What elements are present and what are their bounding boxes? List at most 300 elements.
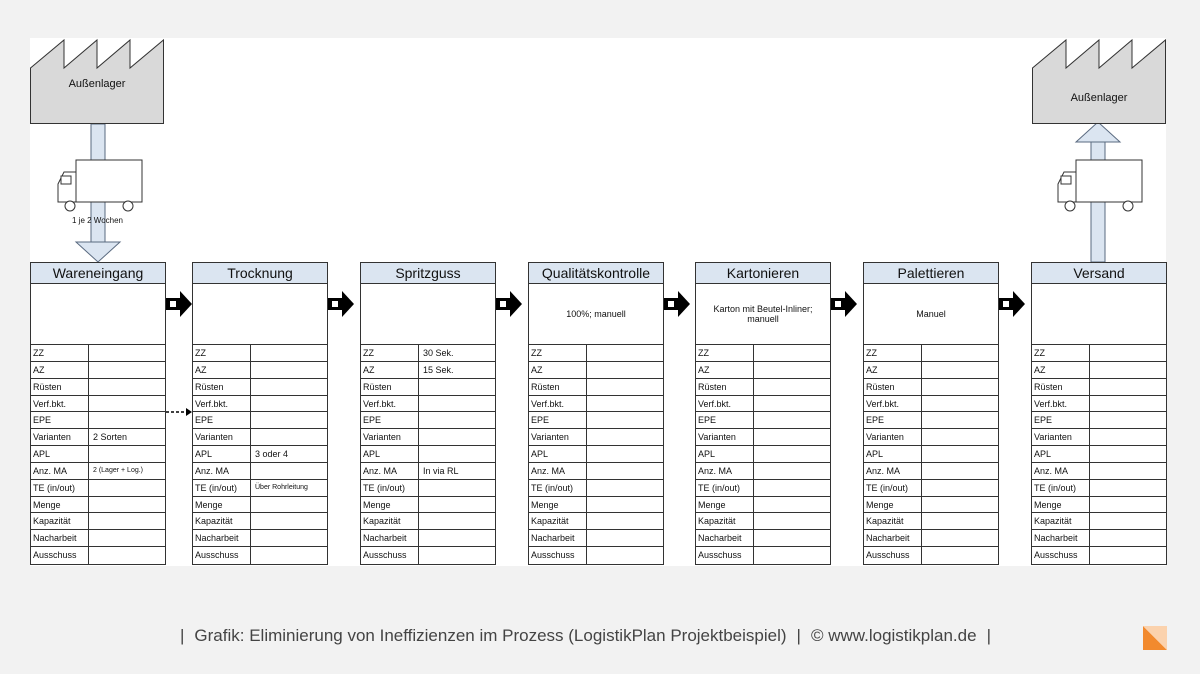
row-key: TE (in/out) (529, 480, 587, 496)
row-key: EPE (696, 412, 754, 428)
row-value (419, 513, 495, 529)
process-data-row (864, 513, 998, 530)
row-key: APL (31, 446, 89, 462)
process-data-row (696, 379, 830, 396)
row-value (419, 429, 495, 445)
row-key: Kapazität (361, 513, 419, 529)
process-box (863, 262, 999, 565)
row-key: Nacharbeit (361, 530, 419, 546)
row-key: AZ (529, 362, 587, 378)
row-value (419, 396, 495, 412)
row-value (1090, 379, 1166, 395)
row-value (587, 497, 663, 513)
row-value (1090, 429, 1166, 445)
row-key: ZZ (696, 345, 754, 361)
row-value (754, 480, 830, 496)
right-warehouse (1032, 38, 1166, 124)
row-value (587, 446, 663, 462)
process-data-row (193, 480, 327, 497)
process-data-row (361, 379, 495, 396)
row-key: Verf.bkt. (31, 396, 89, 412)
row-key: APL (193, 446, 251, 462)
process-data-row (696, 480, 830, 497)
process-data-row (361, 480, 495, 497)
row-value (1090, 412, 1166, 428)
row-value (251, 396, 327, 412)
row-value (922, 345, 998, 361)
process-data-row (31, 412, 165, 429)
process-data-row (361, 362, 495, 379)
process-data-row (864, 345, 998, 362)
process-data-row (529, 497, 663, 514)
row-value (89, 446, 165, 462)
process-box (695, 262, 831, 565)
process-data-row (1032, 513, 1166, 530)
row-value (587, 530, 663, 546)
row-value (754, 530, 830, 546)
row-value (587, 379, 663, 395)
row-key: TE (in/out) (696, 480, 754, 496)
process-data-row (31, 547, 165, 564)
process-data-row (1032, 362, 1166, 379)
row-key: Nacharbeit (529, 530, 587, 546)
row-value (754, 547, 830, 564)
row-value (251, 345, 327, 361)
row-value (1090, 446, 1166, 462)
row-key: Ausschuss (529, 547, 587, 564)
row-value (89, 362, 165, 378)
logistikplan-logo-icon (1143, 626, 1167, 650)
process-data-row (361, 497, 495, 514)
process-note (1032, 284, 1166, 345)
row-key: Nacharbeit (864, 530, 922, 546)
row-key: Nacharbeit (31, 530, 89, 546)
row-key: Ausschuss (864, 547, 922, 564)
row-key: APL (361, 446, 419, 462)
row-value (419, 547, 495, 564)
factory-icon (1032, 38, 1166, 124)
row-key: APL (696, 446, 754, 462)
process-data-row (31, 530, 165, 547)
process-data-row (696, 412, 830, 429)
inbound-frequency-label: 1 je 2 Wochen (72, 216, 123, 225)
row-value (754, 412, 830, 428)
footer-separator: | (796, 626, 801, 645)
row-value (1090, 530, 1166, 546)
row-key: EPE (1032, 412, 1090, 428)
row-value (251, 513, 327, 529)
row-value (251, 463, 327, 479)
process-data-row (1032, 446, 1166, 463)
process-data-row (864, 379, 998, 396)
row-key: APL (529, 446, 587, 462)
process-data-row (529, 362, 663, 379)
row-value (922, 547, 998, 564)
row-key: Ausschuss (361, 547, 419, 564)
process-data-row (864, 547, 998, 564)
row-key: Nacharbeit (696, 530, 754, 546)
row-key: ZZ (864, 345, 922, 361)
row-key: Kapazität (31, 513, 89, 529)
row-value (89, 379, 165, 395)
row-value (1090, 396, 1166, 412)
row-value (1090, 463, 1166, 479)
row-value (922, 446, 998, 462)
process-title: Spritzguss (361, 263, 495, 284)
process-data-row (193, 396, 327, 413)
push-arrow-icon (664, 291, 690, 317)
process-data-row (1032, 429, 1166, 446)
push-arrow-icon (166, 291, 192, 317)
row-value (754, 463, 830, 479)
row-value: Über Rohrleitung (255, 483, 308, 491)
dashed-flow-arrow (166, 408, 192, 416)
row-key: Verf.bkt. (864, 396, 922, 412)
row-value (922, 530, 998, 546)
process-data-row (31, 446, 165, 463)
row-value (922, 429, 998, 445)
row-key: TE (in/out) (864, 480, 922, 496)
row-value (419, 497, 495, 513)
process-box (360, 262, 496, 565)
row-key: EPE (529, 412, 587, 428)
row-key: Rüsten (193, 379, 251, 395)
process-title: Qualitätskontrolle (529, 263, 663, 284)
row-key: TE (in/out) (1032, 480, 1090, 496)
row-value (754, 396, 830, 412)
row-value (587, 345, 663, 361)
process-data-row (1032, 412, 1166, 429)
process-data-row (696, 396, 830, 413)
row-key: Kapazität (193, 513, 251, 529)
row-value (89, 530, 165, 546)
process-data-row (864, 429, 998, 446)
row-key: Anz. MA (864, 463, 922, 479)
process-data-row (864, 463, 998, 480)
process-note: Manuel (864, 284, 998, 345)
process-data-row (696, 463, 830, 480)
footer (170, 626, 1001, 646)
process-data-row (1032, 530, 1166, 547)
process-data-row (696, 513, 830, 530)
row-value (89, 345, 165, 361)
row-key: Verf.bkt. (193, 396, 251, 412)
row-key: AZ (361, 362, 419, 378)
row-value (754, 513, 830, 529)
process-title: Kartonieren (696, 263, 830, 284)
footer-caption: Grafik: Eliminierung von Ineffizienzen im Prozess (LogistikPlan Projektbeispiel) (194, 626, 787, 645)
row-key: AZ (1032, 362, 1090, 378)
row-value: 3 oder 4 (255, 449, 289, 460)
value-stream-canvas (30, 38, 1166, 566)
row-key: Kapazität (529, 513, 587, 529)
process-data-row (529, 345, 663, 362)
row-key: Rüsten (361, 379, 419, 395)
row-value (89, 480, 165, 496)
footer-separator: | (180, 626, 185, 645)
row-key: Varianten (696, 429, 754, 445)
row-key: Rüsten (696, 379, 754, 395)
row-value (922, 463, 998, 479)
row-value (754, 497, 830, 513)
process-data-row (361, 547, 495, 564)
row-value (922, 497, 998, 513)
process-data-row (361, 530, 495, 547)
row-value (1090, 362, 1166, 378)
row-key: Anz. MA (193, 463, 251, 479)
row-value (419, 480, 495, 496)
process-data-row (864, 480, 998, 497)
row-key: Menge (193, 497, 251, 513)
process-data-row (696, 429, 830, 446)
row-key: Varianten (1032, 429, 1090, 445)
process-data-row (193, 463, 327, 480)
row-key: Verf.bkt. (1032, 396, 1090, 412)
row-key: Anz. MA (361, 463, 419, 479)
row-key: Ausschuss (31, 547, 89, 564)
process-note: Karton mit Beutel-Inliner; manuell (696, 284, 830, 345)
row-value (1090, 513, 1166, 529)
process-title: Palettieren (864, 263, 998, 284)
process-data-row (193, 379, 327, 396)
process-data-row (193, 513, 327, 530)
process-data-row (361, 429, 495, 446)
row-value (1090, 480, 1166, 496)
row-key: ZZ (31, 345, 89, 361)
left-warehouse (30, 38, 164, 124)
row-value (89, 396, 165, 412)
row-value (1090, 547, 1166, 564)
process-data-row (31, 396, 165, 413)
process-data-row (864, 530, 998, 547)
row-key: AZ (193, 362, 251, 378)
process-data-row (31, 429, 165, 446)
row-key: EPE (361, 412, 419, 428)
row-value (1090, 345, 1166, 361)
row-key: Nacharbeit (193, 530, 251, 546)
process-data-row (696, 547, 830, 564)
process-data-row (361, 513, 495, 530)
row-key: Ausschuss (1032, 547, 1090, 564)
row-key: Anz. MA (529, 463, 587, 479)
row-value (251, 530, 327, 546)
push-arrow-icon (999, 291, 1025, 317)
process-data-row (193, 530, 327, 547)
process-data-row (193, 412, 327, 429)
row-key: Menge (31, 497, 89, 513)
row-value: 15 Sek. (423, 364, 454, 375)
process-data-row (696, 497, 830, 514)
row-key: Varianten (361, 429, 419, 445)
row-key: EPE (193, 412, 251, 428)
process-box (192, 262, 328, 565)
row-value (922, 379, 998, 395)
row-key: Varianten (529, 429, 587, 445)
process-data-row (31, 379, 165, 396)
process-data-row (696, 446, 830, 463)
row-key: Rüsten (31, 379, 89, 395)
process-data-row (529, 396, 663, 413)
process-data-row (696, 362, 830, 379)
row-key: EPE (31, 412, 89, 428)
process-data-row (193, 547, 327, 564)
process-data-row (864, 396, 998, 413)
process-data-row (529, 463, 663, 480)
process-data-row (529, 513, 663, 530)
process-data-row (1032, 379, 1166, 396)
row-key: ZZ (529, 345, 587, 361)
process-title: Wareneingang (31, 263, 165, 284)
process-box (528, 262, 664, 565)
row-value (89, 547, 165, 564)
row-key: TE (in/out) (361, 480, 419, 496)
process-data-row (1032, 463, 1166, 480)
row-value: 2 Sorten (93, 432, 128, 443)
row-key: AZ (864, 362, 922, 378)
row-key: Anz. MA (1032, 463, 1090, 479)
row-value (419, 446, 495, 462)
row-value (587, 396, 663, 412)
row-value (754, 345, 830, 361)
row-value (922, 362, 998, 378)
push-arrow-icon (496, 291, 522, 317)
process-note: 100%; manuell (529, 284, 663, 345)
process-note (193, 284, 327, 345)
row-key: ZZ (361, 345, 419, 361)
process-data-row (1032, 345, 1166, 362)
row-value (587, 463, 663, 479)
process-data-row (864, 362, 998, 379)
row-value (754, 379, 830, 395)
process-data-row (864, 497, 998, 514)
row-value (754, 362, 830, 378)
row-value (89, 412, 165, 428)
row-key: Varianten (864, 429, 922, 445)
row-key: Verf.bkt. (361, 396, 419, 412)
process-data-row (864, 446, 998, 463)
process-data-row (361, 463, 495, 480)
process-data-row (529, 480, 663, 497)
row-key: Menge (1032, 497, 1090, 513)
row-key: Varianten (193, 429, 251, 445)
row-key: Varianten (31, 429, 89, 445)
row-value (251, 412, 327, 428)
process-note (361, 284, 495, 345)
process-data-row (31, 480, 165, 497)
row-value (419, 530, 495, 546)
row-value (922, 513, 998, 529)
row-key: Menge (529, 497, 587, 513)
row-value (754, 446, 830, 462)
row-value (251, 547, 327, 564)
process-data-row (529, 530, 663, 547)
process-data-row (193, 446, 327, 463)
row-key: Rüsten (1032, 379, 1090, 395)
row-value (754, 429, 830, 445)
row-value (89, 513, 165, 529)
row-value (251, 362, 327, 378)
row-value (587, 412, 663, 428)
process-data-row (1032, 497, 1166, 514)
right-warehouse-label: Außenlager (1070, 92, 1128, 104)
row-key: Nacharbeit (1032, 530, 1090, 546)
row-value (587, 429, 663, 445)
row-value (587, 480, 663, 496)
process-data-row (529, 379, 663, 396)
row-value (419, 412, 495, 428)
row-key: Menge (696, 497, 754, 513)
row-key: Menge (864, 497, 922, 513)
process-data-row (1032, 480, 1166, 497)
row-key: Anz. MA (696, 463, 754, 479)
row-value (922, 396, 998, 412)
process-data-row (31, 362, 165, 379)
row-key: Verf.bkt. (696, 396, 754, 412)
row-value: 30 Sek. (423, 348, 454, 358)
process-box (1031, 262, 1167, 565)
row-key: Rüsten (529, 379, 587, 395)
row-key: Ausschuss (696, 547, 754, 564)
push-arrow-icon (831, 291, 857, 317)
row-value: In via RL (423, 465, 459, 476)
row-key: Ausschuss (193, 547, 251, 564)
process-box (30, 262, 166, 565)
push-arrow-icon (328, 291, 354, 317)
process-data-row (31, 513, 165, 530)
row-key: AZ (696, 362, 754, 378)
row-key: Kapazität (864, 513, 922, 529)
process-note (31, 284, 165, 345)
row-value (1090, 497, 1166, 513)
row-value (251, 429, 327, 445)
process-data-row (193, 362, 327, 379)
process-data-row (193, 497, 327, 514)
process-data-row (864, 412, 998, 429)
row-key: ZZ (1032, 345, 1090, 361)
row-key: APL (864, 446, 922, 462)
row-key: AZ (31, 362, 89, 378)
process-title: Trocknung (193, 263, 327, 284)
row-value (89, 497, 165, 513)
left-warehouse-label: Außenlager (68, 78, 126, 90)
process-data-row (529, 547, 663, 564)
process-data-row (193, 429, 327, 446)
process-data-row (31, 345, 165, 362)
process-data-row (193, 345, 327, 362)
process-title: Versand (1032, 263, 1166, 284)
row-key: TE (in/out) (31, 480, 89, 496)
process-data-row (1032, 547, 1166, 564)
process-data-row (361, 396, 495, 413)
row-value (419, 379, 495, 395)
row-key: EPE (864, 412, 922, 428)
process-data-row (529, 446, 663, 463)
process-data-row (361, 345, 495, 362)
process-data-row (361, 446, 495, 463)
footer-copyright[interactable]: © www.logistikplan.de (810, 626, 977, 645)
row-key: Menge (361, 497, 419, 513)
process-data-row (361, 412, 495, 429)
row-key: Anz. MA (31, 463, 89, 479)
row-value: 2 (Lager + Log.) (93, 466, 144, 474)
process-data-row (1032, 396, 1166, 413)
row-value (922, 412, 998, 428)
row-key: Verf.bkt. (529, 396, 587, 412)
row-key: Kapazität (696, 513, 754, 529)
row-key: TE (in/out) (193, 480, 251, 496)
process-data-row (529, 429, 663, 446)
row-key: APL (1032, 446, 1090, 462)
